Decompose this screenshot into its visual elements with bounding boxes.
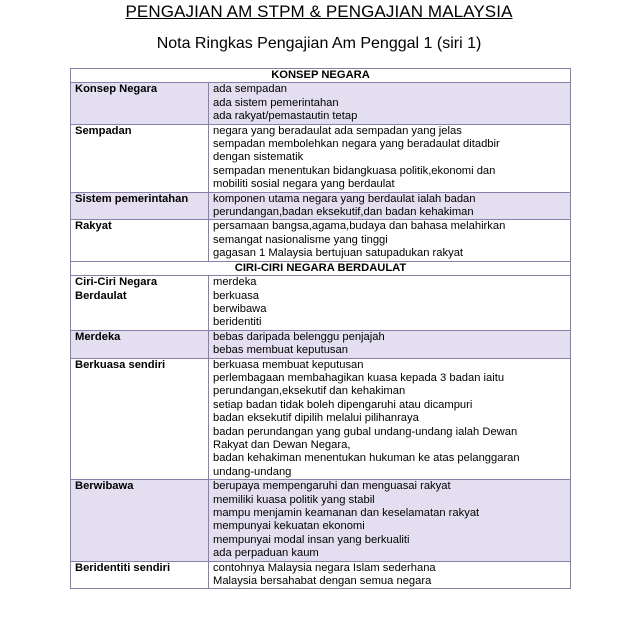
table-row xyxy=(71,276,571,331)
table-row xyxy=(71,561,571,589)
table-row xyxy=(71,83,571,124)
definition-line: contohnya Malaysia negara Islam sederhana xyxy=(213,561,436,574)
section-heading-row xyxy=(71,69,571,83)
definition-line: mempunyai kekuatan ekonomi xyxy=(213,520,365,533)
notes-table-body xyxy=(71,69,571,589)
definition-line: perundangan,badan eksekutif,dan badan kehakiman xyxy=(213,206,474,219)
definition-line: berkuasa membuat keputusan xyxy=(213,358,364,371)
definition-line: berkuasa xyxy=(213,289,260,302)
term-cell: Berwibawa xyxy=(71,480,209,561)
definition-line: badan eksekutif dipilih melalui pilihanraya xyxy=(213,412,419,425)
definition-cell xyxy=(209,358,571,480)
definition-cell xyxy=(209,220,571,261)
table-row xyxy=(71,192,571,220)
definition-cell xyxy=(209,276,571,331)
table-row xyxy=(71,358,571,480)
table-row xyxy=(71,330,571,358)
definition-line: mampu menjamin keamanan dan keselamatan rakyat xyxy=(213,507,480,519)
definition-line: sempadan menentukan bidangkuasa politik,ekonomi dan xyxy=(213,164,496,177)
table-row xyxy=(71,124,571,192)
term-cell: Sistem pemerintahan xyxy=(71,192,209,220)
definition-line: beridentiti xyxy=(213,316,262,329)
definition-line: perundangan,eksekutif dan kehakiman xyxy=(213,385,406,398)
definition-line: Rakyat dan Dewan Negara, xyxy=(213,438,351,451)
term-cell: Sempadan xyxy=(71,124,209,192)
definition-line: badan perundangan yang gubal undang-undang ialah Dewan xyxy=(213,425,518,438)
definition-line: ada perpaduan kaum xyxy=(213,547,319,560)
section-heading: CIRI-CIRI NEGARA BERDAULAT xyxy=(71,261,571,275)
term-cell: Rakyat xyxy=(71,220,209,261)
definition-line: berupaya mempengaruhi dan menguasai rakyat xyxy=(213,480,451,493)
definition-line: perlembagaan membahagikan kuasa kepada 3 badan iaitu xyxy=(213,371,505,384)
definition-line: mobiliti sosial negara yang berdaulat xyxy=(213,178,395,191)
definition-cell xyxy=(209,480,571,561)
definition-line: persamaan bangsa,agama,budaya dan bahasa melahirkan xyxy=(213,220,506,233)
document-title: PENGAJIAN AM STPM & PENGAJIAN MALAYSIA xyxy=(125,2,513,21)
term-cell: Beridentiti sendiri xyxy=(71,561,209,589)
definition-line: Malaysia bersahabat dengan semua negara xyxy=(213,575,432,588)
notes-table xyxy=(70,68,571,589)
definition-line: bebas daripada belenggu penjajah xyxy=(213,330,385,343)
definition-line: merdeka xyxy=(213,276,257,289)
definition-line: bebas membuat keputusan xyxy=(213,344,348,357)
section-heading-row xyxy=(71,261,571,275)
definition-line: gagasan 1 Malaysia bertujuan satupadukan rakyat xyxy=(213,247,464,260)
definition-line: badan kehakiman menentukan hukuman ke atas pelanggaran xyxy=(213,452,520,465)
definition-cell xyxy=(209,561,571,589)
definition-line: ada rakyat/pemastautin tetap xyxy=(213,110,358,123)
definition-line: berwibawa xyxy=(213,302,267,315)
term-cell: Ciri-Ciri Negara Berdaulat xyxy=(71,276,209,331)
document-subtitle: Nota Ringkas Pengajian Am Penggal 1 (siri 1) xyxy=(156,35,482,52)
definition-cell xyxy=(209,83,571,124)
table-row xyxy=(71,220,571,261)
definition-cell xyxy=(209,330,571,358)
definition-line: ada sempadan xyxy=(213,83,288,96)
definition-line: ada sistem pemerintahan xyxy=(213,96,339,109)
definition-line: negara yang beradaulat ada sempadan yang jelas xyxy=(213,124,462,137)
term-cell: Merdeka xyxy=(71,330,209,358)
definition-line: sempadan membolehkan negara yang beradaulat ditadbir xyxy=(213,138,500,151)
definition-line: undang-undang xyxy=(213,465,292,478)
definition-line: setiap badan tidak boleh dipengaruhi atau dicampuri xyxy=(213,398,473,411)
term-cell: Berkuasa sendiri xyxy=(71,358,209,480)
definition-line: komponen utama negara yang berdaulat ialah badan xyxy=(213,192,476,205)
table-row xyxy=(71,480,571,561)
definition-line: memiliki kuasa politik yang stabil xyxy=(213,493,375,506)
definition-line: mempunyai modal insan yang berkualiti xyxy=(213,533,410,546)
definition-cell xyxy=(209,124,571,192)
definition-line: dengan sistematik xyxy=(213,151,304,164)
section-heading: KONSEP NEGARA xyxy=(71,69,571,83)
definition-cell xyxy=(209,192,571,220)
term-cell: Konsep Negara xyxy=(71,83,209,124)
definition-line: semangat nasionalisme yang tinggi xyxy=(213,233,388,246)
